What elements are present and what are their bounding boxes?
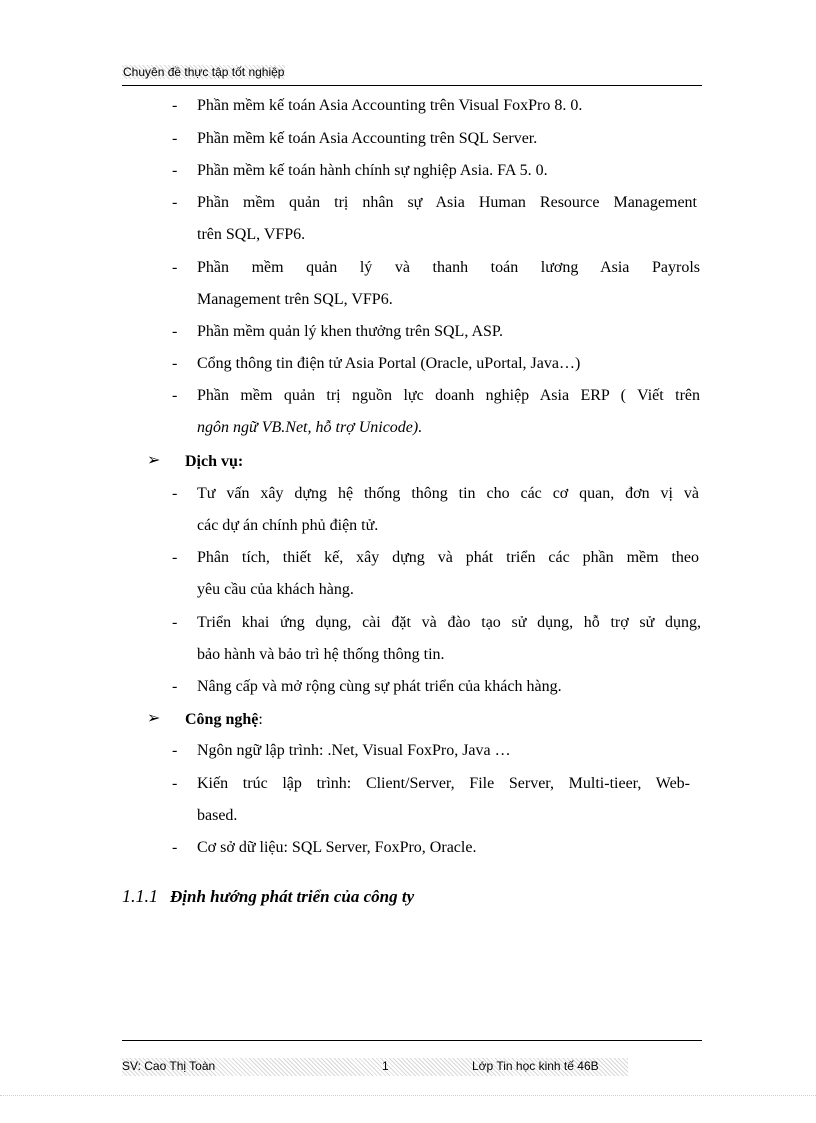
bullet-dash: - xyxy=(172,678,178,695)
bullet-dash: - xyxy=(172,387,178,404)
services-heading: Dịch vụ: xyxy=(185,453,244,470)
header-title: Chuyên đề thực tập tốt nghiệp xyxy=(123,65,285,79)
list-item: Phần mềm kế toán Asia Accounting trên SQL Server. xyxy=(197,130,538,147)
footer-rule xyxy=(122,1040,702,1041)
list-item-continuation: trên SQL, VFP6. xyxy=(197,226,306,243)
list-item: Cơ sở dữ liệu: SQL Server, FoxPro, Oracle. xyxy=(197,839,477,856)
list-item: Phần mềm kế toán hành chính sự nghiệp Asia. FA 5. 0. xyxy=(197,162,548,179)
arrow-bullet-icon: ➢ xyxy=(147,452,161,469)
list-item: Nâng cấp và mở rộng cùng sự phát triển của khách hàng. xyxy=(197,678,562,695)
list-item: Tư vấn xây dựng hệ thống thông tin cho các cơ quan, đơn vị và xyxy=(197,485,699,502)
page-bottom-border xyxy=(0,1095,816,1096)
bullet-dash: - xyxy=(172,485,178,502)
section-heading xyxy=(122,885,414,908)
bullet-dash: - xyxy=(172,742,178,759)
footer-page-number: 1 xyxy=(382,1059,389,1073)
bullet-dash: - xyxy=(172,194,178,211)
bullet-dash: - xyxy=(172,355,178,372)
technology-heading: Công nghệ: xyxy=(185,711,263,728)
bullet-dash: - xyxy=(172,614,178,631)
list-item-continuation: yêu cầu của khách hàng. xyxy=(197,581,354,598)
list-item-continuation: bảo hành và bảo trì hệ thống thông tin. xyxy=(197,646,445,663)
bullet-dash: - xyxy=(172,130,178,147)
list-item: Phần mềm quản trị nhân sự Asia Human Resource Management xyxy=(197,194,697,211)
list-item-continuation: các dự án chính phủ điện tử. xyxy=(197,517,379,534)
bullet-dash: - xyxy=(172,775,178,792)
list-item: Ngôn ngữ lập trình: .Net, Visual FoxPro, Java … xyxy=(197,742,511,759)
list-item: Phân tích, thiết kế, xây dựng và phát triển các phần mềm theo xyxy=(197,549,699,566)
footer-class: Lớp Tin học kinh tế 46B xyxy=(472,1059,599,1073)
footer-student: SV: Cao Thị Toàn xyxy=(122,1059,216,1073)
page-header xyxy=(122,63,702,86)
section-number: 1.1.1 xyxy=(122,886,158,906)
bullet-dash: - xyxy=(172,259,178,276)
bullet-dash: - xyxy=(172,162,178,179)
bullet-dash: - xyxy=(172,323,178,340)
list-item-continuation: Management trên SQL, VFP6. xyxy=(197,291,393,308)
list-item: Kiến trúc lập trình: Client/Server, File Server, Multi-tieer, Web- xyxy=(197,775,690,792)
bullet-dash: - xyxy=(172,839,178,856)
list-item: Phần mềm quản lý khen thưởng trên SQL, ASP. xyxy=(197,323,504,340)
list-item-continuation: based. xyxy=(197,807,238,824)
list-item: Triển khai ứng dụng, cài đặt và đào tạo sử dụng, hỗ trợ sử dụng, xyxy=(197,614,701,631)
list-item: Phần mềm quản trị nguồn lực doanh nghiệp Asia ERP ( Viết trên xyxy=(197,387,700,404)
bullet-dash: - xyxy=(172,549,178,566)
page-footer xyxy=(122,1058,628,1076)
arrow-bullet-icon: ➢ xyxy=(147,710,161,727)
list-item: Phần mềm quản lý và thanh toán lương Asia Payrols xyxy=(197,259,700,276)
bullet-dash: - xyxy=(172,97,178,114)
list-item: Cổng thông tin điện tử Asia Portal (Oracle, uPortal, Java…) xyxy=(197,355,581,372)
list-item: Phần mềm kế toán Asia Accounting trên Visual FoxPro 8. 0. xyxy=(197,97,583,114)
list-item-continuation: ngôn ngữ VB.Net, hỗ trợ Unicode). xyxy=(197,419,423,436)
section-title: Định hướng phát triển của công ty xyxy=(170,887,415,906)
